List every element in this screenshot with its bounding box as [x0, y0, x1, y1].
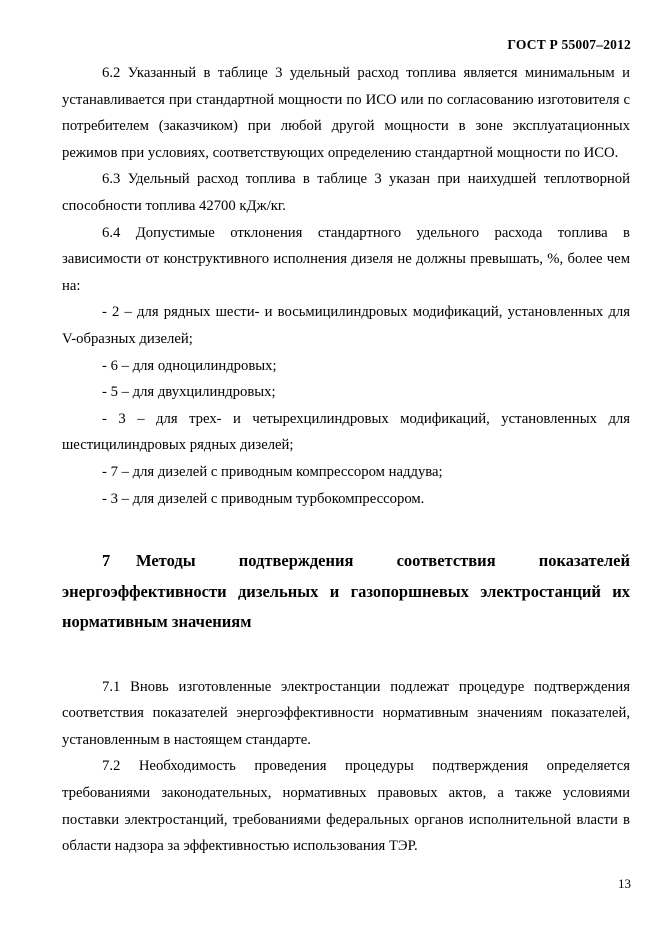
list-item-single-cylinder: - 6 – для одноцилиндровых;: [102, 357, 277, 374]
document-header: ГОСТ Р 55007–2012: [507, 37, 631, 52]
page-number: 13: [618, 876, 631, 891]
section-title-text: Методы подтверждения соответствия показателей энергоэффективности дизельных и газопоршневых электростанций их нормативным значениям: [62, 551, 630, 632]
page-body: [62, 60, 630, 860]
paragraph-6-2: 6.2 Указанный в таблице 3 удельный расход топлива является минимальным и устанавливается при стандартной мощности по ИСО или по согласованию изготовителя с потребителем (заказчиком) при любой другой мощности в зоне эксплуатационных режимов при условиях, соответствующих определению стандартной мощности по ИСО.: [62, 65, 630, 161]
section-number: 7: [102, 551, 111, 571]
paragraph-7-1: 7.1 Вновь изготовленные электростанции подлежат процедуре подтверждения соответствия показателей энергоэффективности нормативным значениям показателей, установленным в настоящем стандарте.: [62, 678, 630, 748]
list-item-turbocompressor: - 3 – для дизелей с приводным турбокомпрессором.: [102, 490, 425, 507]
section-heading: [62, 546, 630, 638]
paragraph-6-4: 6.4 Допустимые отклонения стандартного удельного расхода топлива в зависимости от конструктивного исполнения дизеля не должны превышать, %, более чем на:: [62, 224, 630, 294]
paragraph-7-2: 7.2 Необходимость проведения процедуры подтверждения определяется требованиями законодательных, нормативных правовых актов, а также условиями поставки электростанций, требованиями федеральных органов исполнительной власти в области надзора за эффективностью использования ТЭР.: [62, 758, 630, 855]
list-item-inline-six-eight: - 2 – для рядных шести- и восьмицилиндровых модификаций, установленных для V-образных дизелей;: [62, 304, 630, 347]
paragraph-6-3: 6.3 Удельный расход топлива в таблице 3 указан при наихудшей теплотворной способности топлива 42700 кДж/кг.: [62, 171, 630, 214]
list-item-driven-compressor: - 7 – для дизелей с приводным компрессором наддува;: [102, 463, 443, 480]
list-item-three-four-cylinder: - 3 – для трех- и четырехцилиндровых модификаций, установленных для шестицилиндровых рядных дизелей;: [62, 410, 630, 454]
list-item-two-cylinder: - 5 – для двухцилиндровых;: [102, 384, 276, 401]
section-spacer: [62, 638, 630, 674]
